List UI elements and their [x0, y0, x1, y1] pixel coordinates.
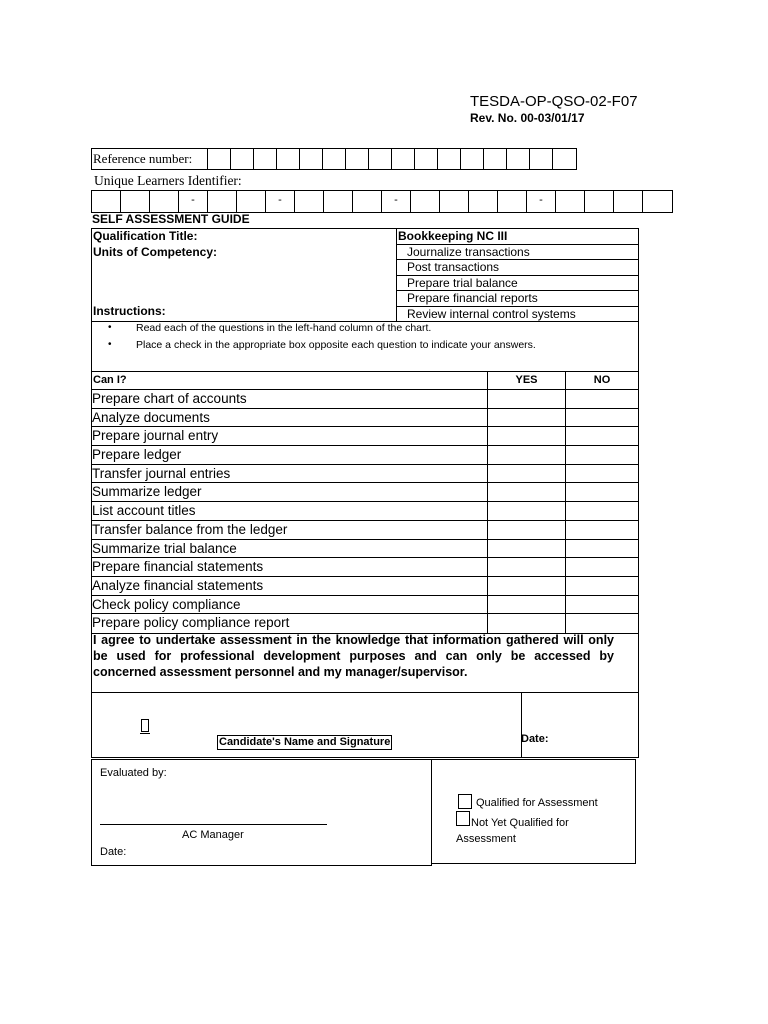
- no-checkbox[interactable]: [566, 427, 638, 445]
- checklist-row: [92, 465, 638, 484]
- checklist-question: Prepare chart of accounts: [92, 390, 488, 408]
- divider: [521, 692, 522, 757]
- checklist-question: Summarize trial balance: [92, 540, 488, 558]
- reference-digit-box[interactable]: [231, 149, 254, 169]
- yes-checkbox[interactable]: [488, 596, 566, 614]
- guide-title: SELF ASSESSMENT GUIDE: [92, 212, 250, 226]
- reference-number-row: [91, 148, 577, 170]
- checklist-question: Prepare financial statements: [92, 558, 488, 576]
- signature-placeholder-icon: [141, 719, 149, 732]
- instructions-list: [108, 321, 536, 355]
- unit-of-competency: Prepare trial balance: [397, 276, 638, 292]
- qualification-title-value: Bookkeeping NC III: [397, 229, 638, 245]
- reference-digit-box[interactable]: [415, 149, 438, 169]
- no-checkbox[interactable]: [566, 558, 638, 576]
- checklist-question: Summarize ledger: [92, 483, 488, 501]
- checklist-question: Transfer balance from the ledger: [92, 521, 488, 539]
- unit-of-competency: Review internal control systems: [407, 306, 576, 321]
- checklist-header: [92, 372, 638, 390]
- uli-box[interactable]: [324, 191, 353, 212]
- column-can-i: Can I?: [92, 372, 488, 389]
- reference-digit-box[interactable]: [323, 149, 346, 169]
- reference-digit-box[interactable]: [346, 149, 369, 169]
- reference-digit-box[interactable]: [392, 149, 415, 169]
- uli-row: [91, 190, 673, 213]
- not-qualified-checkbox[interactable]: [456, 811, 470, 826]
- no-checkbox[interactable]: [566, 577, 638, 595]
- reference-digit-box[interactable]: [300, 149, 323, 169]
- yes-checkbox[interactable]: [488, 540, 566, 558]
- yes-checkbox[interactable]: [488, 465, 566, 483]
- uli-box[interactable]: [469, 191, 498, 212]
- yes-checkbox[interactable]: [488, 409, 566, 427]
- yes-checkbox[interactable]: [488, 427, 566, 445]
- checklist-question: Prepare policy compliance report: [92, 614, 488, 633]
- checklist-row: [92, 409, 638, 428]
- no-checkbox[interactable]: [566, 540, 638, 558]
- checklist-question: Prepare ledger: [92, 446, 488, 464]
- yes-checkbox[interactable]: [488, 390, 566, 408]
- checklist-question: Analyze documents: [92, 409, 488, 427]
- not-qualified-label: Not Yet Qualified for: [471, 817, 569, 829]
- uli-box[interactable]: [237, 191, 266, 212]
- yes-checkbox[interactable]: [488, 483, 566, 501]
- qualification-decision-box: [431, 759, 636, 864]
- uli-box[interactable]: [614, 191, 643, 212]
- instruction-item: [108, 321, 536, 338]
- reference-digit-box[interactable]: [484, 149, 507, 169]
- unit-of-competency: Journalize transactions: [397, 245, 638, 261]
- uli-box[interactable]: [643, 191, 672, 212]
- unit-of-competency: Post transactions: [397, 260, 638, 276]
- uli-box[interactable]: -: [266, 191, 295, 212]
- reference-number-label: Reference number:: [92, 149, 208, 169]
- instruction-item: [108, 338, 536, 355]
- uli-box[interactable]: [440, 191, 469, 212]
- no-checkbox[interactable]: [566, 446, 638, 464]
- checklist-row: [92, 596, 638, 615]
- reference-digit-box[interactable]: [208, 149, 231, 169]
- checklist-row: [92, 502, 638, 521]
- qualification-labels: [92, 229, 397, 321]
- qualification-table: [91, 228, 639, 322]
- evaluation-box: [91, 759, 432, 866]
- checklist-row: [92, 558, 638, 577]
- bullet-icon: •: [108, 339, 112, 350]
- uli-box[interactable]: [92, 191, 121, 212]
- instruction-text: Read each of the questions in the left-hand column of the chart.: [136, 322, 432, 334]
- yes-checkbox[interactable]: [488, 577, 566, 595]
- reference-digit-box[interactable]: [438, 149, 461, 169]
- uli-box[interactable]: [208, 191, 237, 212]
- qualification-title-label: Qualification Title:: [93, 229, 198, 243]
- checklist-question: Transfer journal entries: [92, 465, 488, 483]
- signature-date-label: Date:: [521, 733, 549, 745]
- qualified-label: Qualified for Assessment: [476, 797, 598, 809]
- unit-of-competency: Prepare financial reports: [397, 291, 638, 307]
- yes-checkbox[interactable]: [488, 446, 566, 464]
- qualified-checkbox[interactable]: [458, 794, 472, 809]
- qualification-values: [397, 229, 638, 321]
- agreement-statement: I agree to undertake assessment in the knowledge that information gathered will only be used for professional development purposes and can only be accessed by concerned assessment personnel and my manager/supervisor.: [91, 631, 639, 693]
- checklist-row: [92, 521, 638, 540]
- reference-digit-box[interactable]: [277, 149, 300, 169]
- checklist-row: [92, 427, 638, 446]
- form-code: TESDA-OP-QSO-02-F07: [470, 93, 638, 110]
- no-checkbox[interactable]: [566, 390, 638, 408]
- checklist-row: [92, 390, 638, 409]
- evaluator-signature-line[interactable]: [100, 824, 327, 825]
- column-yes: YES: [488, 372, 566, 389]
- signature-box: [91, 692, 639, 758]
- uli-label: Unique Learners Identifier:: [94, 173, 242, 188]
- uli-box[interactable]: [150, 191, 179, 212]
- checklist-row: [92, 577, 638, 596]
- instructions-box: [91, 321, 639, 372]
- instruction-text: Place a check in the appropriate box opposite each question to indicate your answers.: [136, 339, 536, 351]
- uli-box[interactable]: [353, 191, 382, 212]
- no-checkbox[interactable]: [566, 596, 638, 614]
- uli-box[interactable]: [295, 191, 324, 212]
- checklist-row: [92, 483, 638, 502]
- revision-number: Rev. No. 00-03/01/17: [470, 111, 585, 125]
- self-assessment-checklist: [91, 371, 639, 634]
- uli-box[interactable]: [585, 191, 614, 212]
- column-no: NO: [593, 374, 611, 386]
- checklist-question: List account titles: [92, 502, 488, 520]
- yes-checkbox[interactable]: [488, 502, 566, 520]
- units-of-competency-label: Units of Competency:: [93, 245, 218, 259]
- uli-box[interactable]: [121, 191, 150, 212]
- uli-box[interactable]: [556, 191, 585, 212]
- uli-box[interactable]: -: [382, 191, 411, 212]
- checklist-row: [92, 446, 638, 465]
- yes-checkbox[interactable]: [488, 558, 566, 576]
- reference-digit-box[interactable]: [369, 149, 392, 169]
- not-qualified-label-cont: Assessment: [456, 833, 516, 845]
- no-checkbox[interactable]: [566, 483, 638, 501]
- uli-box[interactable]: -: [527, 191, 556, 212]
- no-checkbox[interactable]: [566, 409, 638, 427]
- instructions-label: Instructions:: [93, 304, 166, 318]
- reference-digit-box[interactable]: [461, 149, 484, 169]
- yes-checkbox[interactable]: [488, 521, 566, 539]
- no-checkbox[interactable]: [566, 465, 638, 483]
- uli-box[interactable]: [411, 191, 440, 212]
- ac-manager-label: AC Manager: [182, 829, 244, 841]
- reference-digit-box[interactable]: [254, 149, 277, 169]
- bullet-icon: •: [108, 322, 112, 333]
- checklist-question: Prepare journal entry: [92, 427, 488, 445]
- no-checkbox[interactable]: [566, 521, 638, 539]
- evaluated-by-label: Evaluated by:: [100, 767, 167, 779]
- checklist-question: Analyze financial statements: [92, 577, 488, 595]
- uli-box[interactable]: -: [179, 191, 208, 212]
- reference-digit-box[interactable]: [553, 149, 576, 169]
- candidate-signature-label: Candidate's Name and Signature: [219, 736, 391, 748]
- uli-box[interactable]: [498, 191, 527, 212]
- checklist-row: [92, 540, 638, 559]
- reference-digit-box[interactable]: [507, 149, 530, 169]
- evaluation-date-label: Date:: [100, 846, 127, 858]
- no-checkbox[interactable]: [566, 502, 638, 520]
- checklist-question: Check policy compliance: [92, 596, 488, 614]
- reference-digit-box[interactable]: [530, 149, 553, 169]
